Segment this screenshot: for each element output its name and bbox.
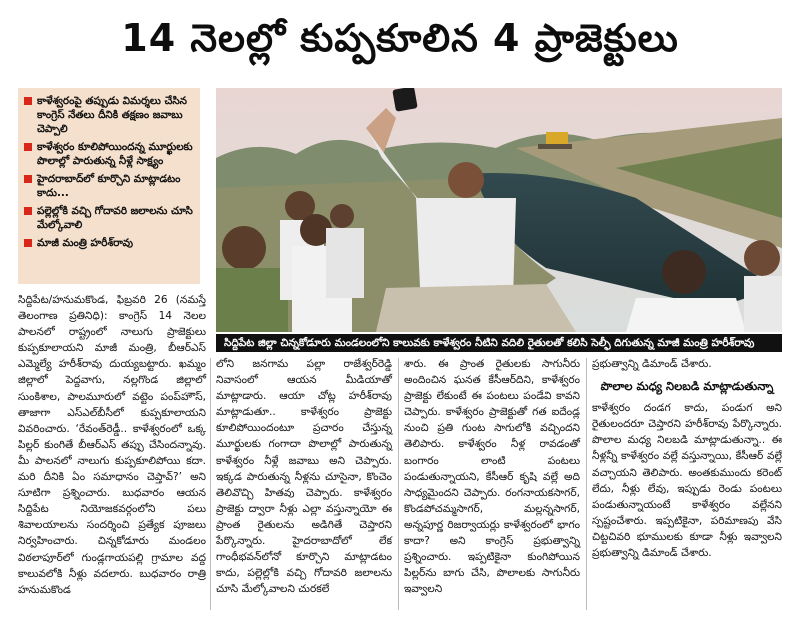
highlight-text: కాళేశ్వరంపై తప్పుడు విమర్శలు చేసిన కాంగ్రెస్ నేతలు దీనికి తక్షణం జవాబు చెప్పాలి [37,95,187,135]
article-text: లోని జనగామ పల్లా రాజేశ్వర్‌రెడ్డి నివాసంలో ఆయన మీడియాతో మాట్లాడారు. ఆయా చోట్ల హరీశ్‌రావు మాట్లాడుతూ.. కాళేశ్వరం ప్రాజెక్టు కూలిపోయిందంటూ ప్రచారం చేస్తున్న మూర్ఖులకు గంగాదా పొలాల్లో పారుతున్న కాళేశ్వరం నీళ్లే జవాబు అని చెప్పారు. ఇక్కడ పారుతున్న నీళ్లను చూసైనా, కొంచెం తెలివొచ్చి హితవు చెప్పారు. కాళేశ్వరం ప్రాజెక్టు ద్వారా నీళ్లు ఎల్లా వస్తున్నాయో ఈ ప్రాంత రైతులను అడిగితే చెప్తారని పేర్కొన్నారు. హైదరాబాదోలో లేక గాంధీభవన్‌లోనో కూర్చొని మాట్లాడటం కాదు, పల్లెల్లోకి వచ్చి గోదావరి జలాలను చూసి మేల్కోవాలని చురకలే [216,358,392,596]
highlight-text: హైదరాబాద్‌లో కూర్చొని మాట్లాడటం కాదు... [37,173,181,199]
highlight-item [24,204,194,232]
article-text: సిద్దిపేట/హనుమకొండ, ఫిబ్రవరి 26 (నమస్తే తెలంగాణ ప్రతినిధి): కాంగ్రెస్ 14 నెలల పాలనలో రాష్ట్రంలో నాలుగు ప్రాజెక్టులు కుప్పకూలాయని మాజీ మంత్రి, బీఆర్‌ఎస్ ఎమ్మెల్యే హరీశ్‌రావు దుయ్యబట్టారు. ఖమ్మం జిల్లాలో పెద్దవాగు, నల్లగొండ జిల్లాలో సుంకిశాల, పాలమూరులో వట్టెం పంప్‌హౌస్, తాజాగా ఎస్‌ఎల్‌బీసీలో కుప్పకూలాయని వివరించారు. ‘రేవంత్‌రెడ్డీ.. కాళేశ్వరంలో ఒక్క పిల్లర్ కుంగితే బీఆర్‌ఎస్ తప్పు చేసిందన్నావు. మీ పాలనలో నాలుగు కుప్పకూలిపోయి కదా. మరి దీనికి ఏం సమాధానం చెప్తావ్?’ అని సూటిగా ప్రశ్నించారు. బుధవారం ఆయన సిద్దిపేట నియోజకవర్గంలోని పలు శివాలయాలను సందర్శించి ప్రత్యేక పూజలు నిర్వహించారు. చిన్నకోడూరు మండలం విఠలాపూర్‌లో గుండ్లగాయపల్లి గ్రామాల వద్ద కాలువలోకి నీళ్లు వదలారు. బుధవారం రాత్రి హనుమకొండ [18,294,206,596]
article-column-1 [18,292,206,598]
highlight-item [24,172,194,200]
article-column-4 [592,356,782,561]
highlight-text: మాజీ మంత్రి హరీశ్‌రావు [37,237,133,249]
square-bullet-icon [24,207,32,215]
headline: 14 నెలల్లో కుప్పకూలిన 4 ప్రాజెక్టులు [121,16,679,60]
highlight-item [24,236,194,250]
highlight-text: పల్లెల్లోకి వచ్చి గోదావరి జలాలను చూసి మేల్కోవాలి [37,205,193,231]
highlights-box [18,88,200,284]
article-text: శారు. ఈ ప్రాంత రైతులకు సాగునీరు అందించిన ఘనత కేసీఆర్‌దిని, కాళేశ్వరం ప్రాజెక్టు లేకుంటే ఈ పంటలు పండేవి కావని చెప్పారు. కాళేశ్వరం ప్రాజెక్టుతో గత ఐదేండ్ల నుంచి ప్రతి గుంట సాగులోకి వచ్చిందని తెలిపారు. కాళేశ్వరం నీళ్ల రావడంతో బంగారం లాంటి పంటలు పండుతున్నాయని, కేసీఆర్ కృషి వల్లే అది సాధ్యమైందని చెప్పారు. రంగనాయకసాగర్, కొండపోచమ్మసాగర్, మల్లన్నసాగర్, అన్నపూర్ణ రిజర్వాయర్లు కాళేశ్వరంలో భాగం కాదా? అని కాంగ్రెస్ ప్రభుత్వాన్ని ప్రశ్నించారు. ఇప్పటికైనా కుంగిపోయిన పిల్లర్‌ను బాగు చేసి, పొలాలకు సాగునీరు ఇవ్వాలని [404,358,580,596]
column-divider [210,358,211,610]
article-text: ప్రభుత్వాన్ని డిమాండ్ చేశారు. [592,358,712,370]
column-divider [398,358,399,610]
square-bullet-icon [24,175,32,183]
article-text: కాళేశ్వరం దండగ కాదు, పండుగ అని రైతులందరూ చెప్తారని హరీశ్‌రావు పేర్కొన్నారు. పొలాల మధ్య నిలబడి మాట్లాడుతున్నా.. ఈ నీళ్లన్నీ కాళేశ్వరం వల్లే వస్తున్నాయి, కేసీఆర్ వల్లే వచ్చాయని తెలిపారు. అంతకుముందు కరెంట్ లేదు, నీళ్లు లేవు, ఇప్పుడు రెండు పంటలు పండుతున్నాయంటే కాళేశ్వరం వల్లేనని స్పష్టంచేశారు. ఇప్పటికైనా, పరిమాణపు వేసి చిట్టచివరి భూములకు కూడా నీళ్లు ఇవ్వాలని ప్రభుత్వాన్ని డిమాండ్ చేశారు. [592,402,782,560]
column-divider [586,358,587,610]
square-bullet-icon [24,239,32,247]
news-photo [216,88,782,332]
subheading: పొలాల మధ్య నిలబడి మాట్లాడుతున్నా [600,379,774,394]
square-bullet-icon [24,97,32,105]
photo-caption: సిద్దిపేట జిల్లా చిన్నకోడూరు మండలంలోని కాలువకు కాళేశ్వరం నీటిని వదిలి రైతులతో కలిసి సెల్ఫీ దిగుతున్న మాజీ మంత్రి హరీశ్‌రావు [216,334,782,352]
highlight-item [24,140,194,168]
square-bullet-icon [24,143,32,151]
photo-illustration [216,88,782,332]
highlight-text: కాళేశ్వరం కూలిపోయిందన్న మూర్ఖులకు పొలాల్లో పారుతున్న నీళ్లే సాక్ష్యం [37,141,193,167]
article-column-3 [404,356,580,597]
article-column-2 [216,356,392,597]
highlight-item [24,94,194,136]
